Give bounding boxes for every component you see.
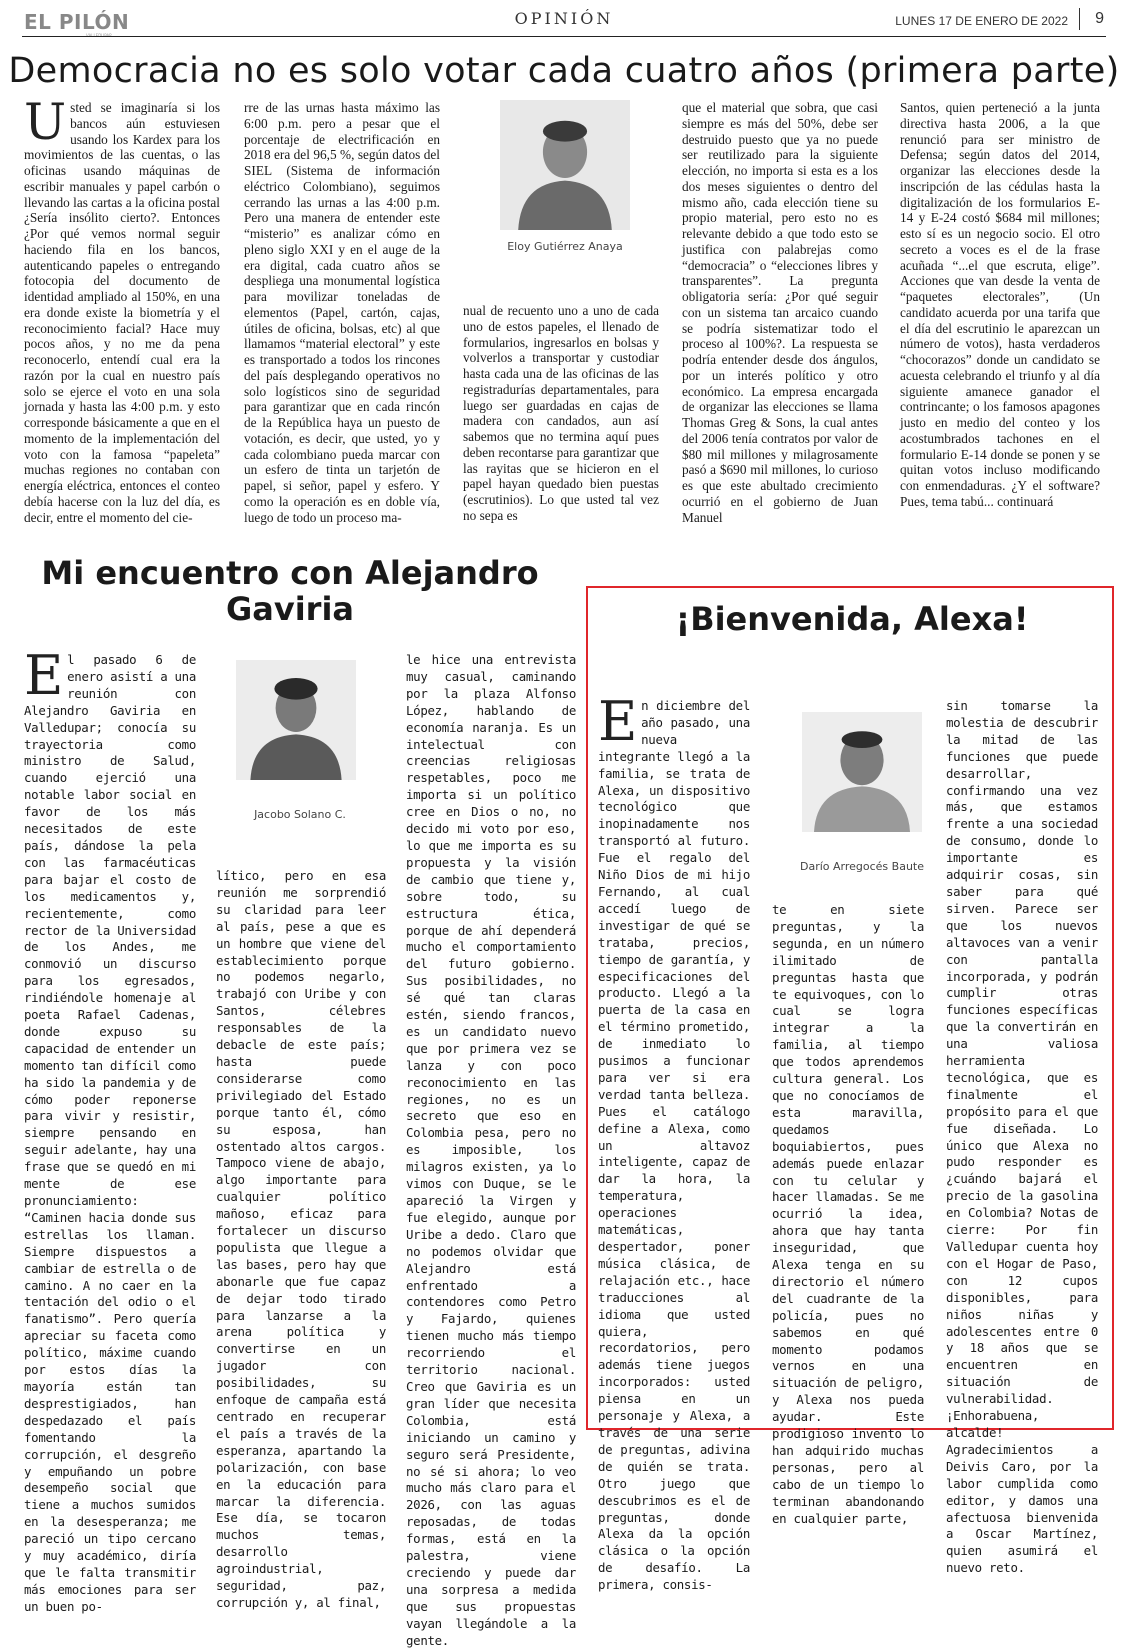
- article3-dropcap: E: [598, 690, 638, 753]
- article1-text-1: sted se imaginaría si los bancos aún estuviesen usando los Kardex para los movimientos de las cuentas, o las oficinas usando máquinas de escribir manuales y papel carbón o llevando las cartas a la oficina postal ¿Sería insólito cierto?. Entonces ¿Por qué vemos normal seguir haciendo fila en los bancos, autenticando papeles o entregando fotocopia del documento de identidad ampliado al 150%, en una era donde existe la biometría y el reconocimiento facial? Hace muy pocos años, y no me da pena reconocerlo, entendí cual era la razón por la cual en nuestro país solo se ejerce el voto en una sola jornada y hasta las 4:00 p.m. y esto corresponde básicamente a que en el momento de la implementación del voto con la famosa “papeleta” muchas regiones no contaban con energía eléctrica, entonces el conteo debía hacerse con la luz del día, es decir, entre el momento del cie-: [24, 100, 220, 525]
- article2-author-caption: Jacobo Solano C.: [254, 808, 346, 821]
- author-photo-jacobo: [236, 660, 356, 780]
- article1-column-5: [900, 100, 1100, 520]
- article2-text-3: le hice una entrevista muy casual, caminando por la plaza Alfonso López, hablando de economía naranja. Es un intelectual con creencias religiosas respetables, poco me importa si un político cree en Dios o no, no decido mi voto por eso, lo que me importa es su propuesta y la visión de cambio que tiene y, sobre todo, su estructura ética, porque de ahí dependerá mucho el comportamiento del futuro gobierno. Sus posibilidades, no sé qué tan claras estén, siendo francos, es un candidato nuevo que por primera vez se lanza y con poco reconocimiento en las regiones, no es un secreto que eso en Colombia pesa, pero no es imposible, los milagros existen, ya lo vimos con Duque, se le apareció la Virgen y fue elegido, aunque por Uribe a dedo. Claro que no podemos olvidar que Alejandro está enfrentado a contendores como Petro y Fajardo, quienes tienen mucho más tiempo recorriendo el territorio nacional. Creo que Gaviria es un gran líder que necesita Colombia, está iniciando un camino y seguro será Presidente, no sé si ahora; lo veo mucho más claro para el 2026, con las aguas reposadas, de todas formas, está en la palestra, viene creciendo y puede dar una sorpresa a medida que sus propuestas vayan llegándole a la gente.: [406, 652, 576, 1648]
- article2-column-3: [406, 652, 576, 1648]
- portrait-icon: [236, 660, 356, 780]
- article1-dropcap: U: [24, 93, 67, 151]
- article1-author-caption: Eloy Gutiérrez Anaya: [507, 240, 623, 253]
- article1-column-3: [463, 303, 659, 523]
- article2-column-1: [24, 644, 197, 1614]
- article1-column-4: [682, 100, 878, 525]
- author-photo-dario: [802, 712, 922, 832]
- article3-text-1: n diciembre del año pasado, una nueva integrante llegó a la familia, se trata de Alexa, un dispositivo tecnológico que inopinadamente nos transportó al futuro. Fue el regalo del Niño Dios de mi hijo Fernando, al cual accedí luego de investigar de qué se trataba, precios, tiempo de garantía, y especificaciones del producto. Llegó a la puerta de la casa en el término prometido, de inmediato lo pusimos a funcionar para ver si era verdad tanta belleza. Pues el catálogo define a Alexa, como un altavoz inteligente, capaz de dar la hora, la temperatura, operaciones matemáticas, despertador, poner música clásica, de relajación etc., hace traducciones al idioma que usted quiera, recordatorios, pero además tiene juegos incorporados: usted piensa en un personaje y Alexa, a través de una serie de preguntas, adivina de quién se trata. Otro juego que descubrimos es el de preguntas, donde Alexa da la opción clásica o la opción de desafío. La primera, consis-: [598, 698, 750, 1593]
- article3-column-3: [946, 698, 1098, 1576]
- article1-text-5: Santos, quien perteneció a la junta directiva hasta 2006, a la que renunció para ser ministro de Defensa; según datos del 2014, organizar las elecciones desde la inscripción de las cédulas hasta la digitalización de los formularios E-14 y E-24 costó $684 mil millones; esto sí es un negocio socio. El otro secreto a voces es el de la frase acuñada “...el que escruta, elige”. Acciones que van desde la venta de “paquetes electorales”, (Un candidato acuerda por una tarifa que el día del escrutinio le aparezcan un número de votos), hasta verdaderos “chocorazos” donde un candidato se acuesta celebrando el triunfo y al día siguiente amanece ganador el contrincante; o los famosos apagones justo en medio del conteo y los acostumbrados tachones en el formulario E-14 donde se ponen y se quitan votos incluso modificando con enmendaduras. ¿Y el software? Pues, tema tabú... continuará: [900, 100, 1100, 509]
- article1-text-4: que el material que sobra, que casi siempre es más del 50%, debe ser destruido puesto que ya no puede ser reutilizado para la siguiente elección, no importa si esta es a los dos meses siguientes o dentro del mismo año, cada elección tiene su propio material, pero esto no es relevante debido a que todo esto se justifica con palabrejas como “democracia” o “elecciones libres y transparentes”. La pregunta obligatoria sería: ¿Por qué seguir con un sistema tan arcaico cuando se podría sistematizar todo el proceso al 100%?. La respuesta se podría entender desde dos ángulos, por un interés político y otro económico. La empresa encargada de organizar las elecciones se llama Thomas Greg & Sons, la cual antes del 2006 tenía contratos por valor de $80 mil millones y milagrosamente pasó a $690 mil millones, lo curioso es que este abultado crecimiento ocurrió en el gobierno de Juan Manuel: [682, 100, 878, 525]
- masthead-logo: EL PILÓN: [24, 10, 130, 34]
- page-number: 9: [1095, 10, 1104, 27]
- portrait-icon: [802, 712, 922, 832]
- article2-dropcap: E: [24, 644, 64, 707]
- section-name: OPINIÓN: [514, 9, 614, 28]
- article3-text-3: sin tomarse la molestia de descubrir la mitad de las funciones que puede desarrollar, confirmando una vez más, que estamos frente a una sociedad de consumo, donde lo importante es adquirir cosas, sin saber para qué sirven. Parece ser que los nuevos altavoces van a venir con pantalla incorporada, y podrán cumplir otras funciones específicas que la convertirán en una valiosa herramienta tecnológica, que es finalmente el propósito para el que fue diseñada. Lo único que Alexa no pudo responder es ¿cuándo bajará el precio de la gasolina en Colombia? Notas de cierre: Por fin Valledupar cuenta hoy con el Hogar de Paso, con 12 cupos disponibles, para niños niñas y adolescentes entre 0 y 18 años que se encuentren en situación de vulnerabilidad. ¡Enhorabuena, alcalde! Agradecimientos a Deivis Caro, por la labor cumplida como editor, y damos una afectuosa bienvenida a Oscar Martínez, quien asumirá el nuevo reto.: [946, 698, 1098, 1576]
- header-divider: [1079, 8, 1080, 30]
- article2-text-2: lítico, pero en esa reunión me sorprendió su claridad para leer al país, pese a que es un hombre que viene del establecimiento porque no podemos negarlo, trabajó con Uribe y con Santos, célebres responsables de la debacle de este país; hasta puede considerarse como privilegiado del Estado porque tanto él, cómo su esposa, han ostentado altos cargos. Tampoco viene de abajo, algo importante para cualquier político mañoso, eficaz para fortalecer un discurso populista que llegue a las bases, pero hay que abonarle que fue capaz de dejar todo tirado para lanzarse a la arena política y convertirse en un jugador con posibilidades, su enfoque de campaña está centrado en recuperar el país a través de la esperanza, apartando la polarización, con base en la educación para marcar la diferencia. Ese día, se tocaron muchos temas, desarrollo agroindustrial, seguridad, paz, corrupción y, al final,: [216, 868, 386, 1610]
- article3-column-1: [598, 690, 750, 1593]
- article2-text-1: l pasado 6 de enero asistí a una reunión con Alejandro Gaviria en Valledupar; conocía su trayectoria como ministro de Salud, cuando ejerció una notable labor social en favor de los más necesitados de este país, dándose la pela con las farmacéuticas para bajar el costo de los medicamentos y, recientemente, como rector de la Universidad de los Andes, me conmovió un discurso para los egresados, rindiéndole homenaje al poeta Rafael Cadenas, donde expuso su capacidad de entender un momento tan difícil como ha sido la pandemia y de cómo poder reponerse para vivir y resistir, siempre pensando en seguir adelante, hay una frase que se quedó en mi mente de ese pronunciamiento: “Caminen hacia donde sus estrellas los llaman. Siempre dispuestos a cambiar de estrella o de camino. A no caer en la tentación del odio o el fanatismo”. Pero quería apreciar su faceta como político, máxime cuando por estos días la mayoría están tan desprestigiados, han despedazado el país fomentando la corrupción, el desgreño y empuñando un pobre desempeño social que tiene a muchos sumidos en la desesperanza; me pareció un tipo cercano y muy académico, diría que le falta transmitir más emociones para ser un buen po-: [24, 652, 197, 1614]
- portrait-icon: [500, 100, 630, 230]
- article1-title: Democracia no es solo votar cada cuatro años (primera parte): [8, 51, 1120, 91]
- article1-column-2: [244, 100, 440, 525]
- article3-text-2: te en siete preguntas, y la segunda, en un número ilimitado de preguntas hasta que te equivoques, con lo cual se logra integrar a la familia, al tiempo que todos aprendemos cultura general. Los que no conocíamos de esta maravilla, quedamos boquiabiertos, pues además puede enlazar con tu celular y hacer llamadas. Se me ocurrió la idea, ahora que hay tanta inseguridad, que Alexa tenga en su directorio el número del cuadrante de la policía, pues no sabemos en qué momento podamos vernos en una situación de peligro, y Alexa nos pueda ayudar. Este prodigioso invento lo han adquirido muchas personas, pero al cabo de un tiempo lo terminan abandonando en cualquier parte,: [772, 902, 924, 1526]
- article1-text-3: nual de recuento uno a uno de cada uno de estos papeles, el llenado de formularios, ingresarlos en bolsas y volverlos a transportar y custodiar hasta cada una de las oficinas de las registradurías departamentales, para luego ser guardadas en cajas de madera con candados, aun así sabemos que no termina aquí pues deben recontarse para garantizar que las rayitas que se hicieron en el papel hayan quedado bien puestas (escrutinios). Lo que usted tal vez no sepa es: [463, 303, 659, 523]
- author-photo-eloy: [500, 100, 630, 230]
- article2-title: Mi encuentro con Alejandro Gaviria: [41, 554, 539, 628]
- article3-title: ¡Bienvenida, Alexa!: [675, 600, 1029, 638]
- article2-column-2: [216, 868, 386, 1610]
- article1-column-1: [24, 93, 220, 525]
- article3-column-2: [772, 902, 924, 1526]
- issue-date: LUNES 17 DE ENERO DE 2022: [895, 14, 1068, 28]
- article3-author-caption: Darío Arregocés Baute: [799, 860, 924, 873]
- header-rule: [22, 36, 1106, 37]
- article1-text-2: rre de las urnas hasta máximo las 6:00 p.m. pero a pesar que el porcentaje de electrificación en 2018 era del 96,5 %, según datos del SIEL (Sistema de información eléctrico Colombiano), seguimos cerrando las urnas a las 4:00 p.m. Pero una manera de entender este “misterio” es analizar cómo en pleno siglo XXI y en el auge de la era digital, cada cuatro años se despliega una monumental logística para movilizar toneladas de elementos (Papel, cartón, cajas, útiles de oficina, bolsas, etc) al que llamamos “material electoral” y este es transportado a todos los rincones del país desplegando operativos no solo logísticos sino de seguridad para garantizar que en cada rincón de la República haya un puesto de votación, es decir, que usted, yo y cada colombiano pueda marcar con un esfero de tinta un tarjetón de papel, si señor, papel y esfero. Y como la operación es en doble vía, luego de todo un proceso ma-: [244, 100, 440, 525]
